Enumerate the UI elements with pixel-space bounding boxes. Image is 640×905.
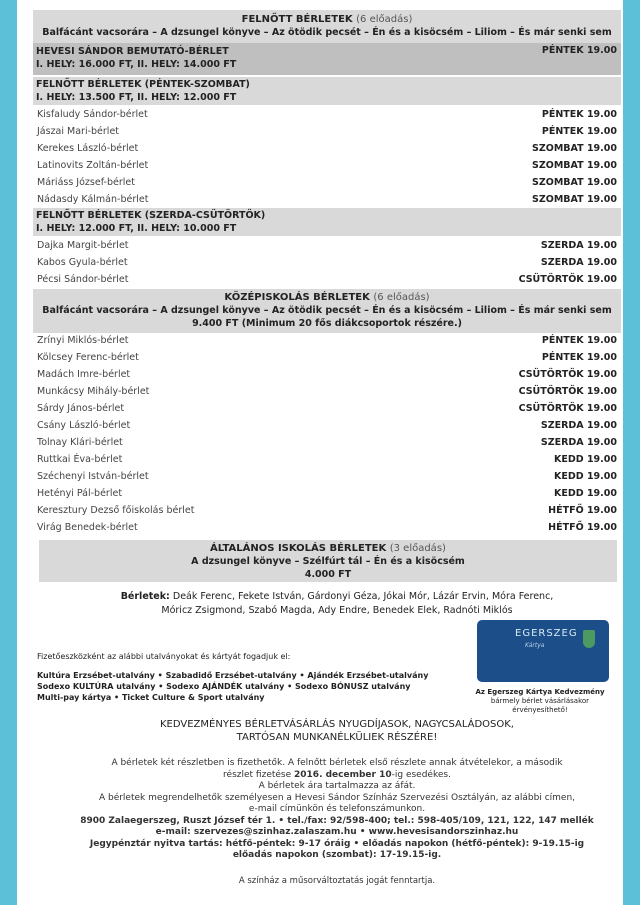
- pass-name: Nádasdy Kálmán-bérlet: [37, 194, 149, 205]
- pass-day: SZOMBAT 19.00: [532, 143, 617, 154]
- list-item: [37, 191, 617, 208]
- pass-name: Latinovits Zoltán-bérlet: [37, 160, 149, 171]
- primary-count: (3 előadás): [389, 543, 446, 554]
- pass-name: Széchenyi István-bérlet: [37, 471, 149, 482]
- info-hours-1: Jegypénztár nyitva tartás: hétfő-péntek: 9-17 óráig • előadás napokon (hétfő-péntek): 9-19.15-ig: [89, 838, 585, 849]
- secondary-price: 9.400 FT (Minimum 20 fős diákcsoportok részére.): [192, 318, 462, 329]
- pass-name: Zrínyi Miklós-bérlet: [37, 335, 129, 346]
- card-sub: Kártya: [525, 642, 545, 649]
- list-item: [37, 434, 617, 451]
- secondary-title-line: [33, 289, 621, 304]
- pass-day: SZOMBAT 19.00: [532, 194, 617, 205]
- list-item: [37, 451, 617, 468]
- list-item: [37, 157, 617, 174]
- pass-day: KEDD 19.00: [554, 471, 617, 482]
- adult-plays: Balfácánt vacsorára – A dzsungel könyve – Az ötödik pecsét – Én és a kisöcsém – Liliom – És már senki sem: [42, 27, 612, 38]
- pass-day: CSÜTÖRTÖK 19.00: [518, 369, 617, 380]
- card-caption-2: bármely bérlet vásárlásakor érvényesíthető!: [490, 697, 590, 714]
- passes-line-1: [57, 590, 617, 604]
- pass-name: Madách Imre-bérlet: [37, 369, 131, 380]
- notice-line-2: TARTÓSAN MUNKANÉLKÜLIEK RÉSZÉRE!: [236, 732, 438, 743]
- discount-notice: [57, 718, 617, 744]
- info-line-2: [57, 770, 617, 782]
- adult-title-line: [33, 10, 621, 26]
- list-item: [37, 332, 617, 349]
- pass-day: HÉTFŐ 19.00: [548, 522, 617, 533]
- list-item: [37, 174, 617, 191]
- primary-title-line: [39, 540, 617, 555]
- secondary-plays: Balfácánt vacsorára – A dzsungel könyve – Az ötödik pecsét – Én és a kisöcsém – Liliom – És már senki sem: [42, 305, 612, 316]
- hevesi-name: HEVESI SÁNDOR BEMUTATÓ-BÉRLET: [36, 46, 229, 57]
- pass-name: Hetényi Pál-bérlet: [37, 488, 123, 499]
- list-item: [37, 468, 617, 485]
- pass-day: PÉNTEK 19.00: [541, 352, 617, 363]
- info-contact[interactable]: e-mail: szervezes@szinhaz.zalaszam.hu • www.hevesisandorszinhaz.hu: [155, 827, 519, 837]
- midweek-title: FELNŐTT BÉRLETEK (SZERDA-CSÜTÖRTÖK): [36, 210, 266, 221]
- passes-names-1: Deák Ferenc, Fekete István, Gárdonyi Géza, Jókai Mór, Lázár Ervin, Móra Ferenc,: [172, 591, 554, 602]
- list-item: [37, 502, 617, 519]
- page-sheet: [17, 0, 623, 905]
- pass-name: Keresztury Dezső főiskolás bérlet: [37, 505, 195, 516]
- list-item: [37, 400, 617, 417]
- hevesi-prices: I. HELY: 16.000 FT, II. HELY: 14.000 FT: [36, 58, 237, 70]
- info-line-1: A bérletek két részletben is fizethetők. A felnőtt bérletek első részlete annak átvételekor, a második: [111, 758, 563, 768]
- notice-line-1: KEDVEZMÉNYES BÉRLETVÁSÁRLÁS NYUGDÍJASOK, NAGYCSALÁDOSOK,: [160, 719, 514, 730]
- egerszeg-card-image: [477, 620, 609, 682]
- list-item: [37, 417, 617, 434]
- info-line-2c: -ig esedékes.: [391, 769, 451, 780]
- weekend-title: FELNŐTT BÉRLETEK (PÉNTEK-SZOMBAT): [36, 79, 250, 90]
- pass-day: CSÜTÖRTÖK 19.00: [518, 386, 617, 397]
- card-caption-1: Az Egerszeg Kártya Kedvezmény: [475, 688, 605, 696]
- list-item: [37, 140, 617, 157]
- pass-name: Jászai Mari-bérlet: [37, 126, 120, 137]
- pass-name: Pécsi Sándor-bérlet: [37, 274, 129, 285]
- card-brand: EGERSZEG: [515, 628, 578, 639]
- pass-day: SZOMBAT 19.00: [532, 160, 617, 171]
- list-item: [37, 254, 617, 271]
- list-item: [37, 237, 617, 254]
- primary-title: ÁLTALÁNOS ISKOLÁS BÉRLETEK: [210, 543, 387, 554]
- primary-plays: A dzsungel könyve – Szélfúrt tál – Én és a kisöcsém: [191, 556, 465, 567]
- pass-name: Ruttkai Éva-bérlet: [37, 454, 123, 465]
- info-block: [57, 758, 617, 862]
- pass-day: SZERDA 19.00: [540, 437, 617, 448]
- hevesi-header: [33, 43, 621, 75]
- pass-day: PÉNTEK 19.00: [541, 335, 617, 346]
- list-item: [37, 366, 617, 383]
- pass-name: Dajka Margit-bérlet: [37, 240, 129, 251]
- pass-day: CSÜTÖRTÖK 19.00: [518, 403, 617, 414]
- primary-header: [39, 540, 617, 582]
- payment-intro: Fizetőeszközként az alábbi utalványokat és kártyát fogadjuk el:: [37, 652, 291, 661]
- pass-day: HÉTFŐ 19.00: [548, 505, 617, 516]
- secondary-count: (6 előadás): [373, 292, 430, 303]
- pass-day: CSÜTÖRTÖK 19.00: [518, 274, 617, 285]
- pass-name: Munkácsy Mihály-bérlet: [37, 386, 150, 397]
- pass-day: SZERDA 19.00: [540, 240, 617, 251]
- info-disclaimer: A színház a műsorváltoztatás jogát fenntartja.: [238, 876, 436, 886]
- info-line-4: A bérletek megrendelhetők személyesen a Hevesi Sándor Színház Szervezési Osztályán, az alábbi címen,: [98, 792, 576, 803]
- pass-day: PÉNTEK 19.00: [541, 126, 617, 137]
- pass-day: SZOMBAT 19.00: [532, 177, 617, 188]
- list-item: [37, 106, 617, 123]
- weekend-header: [33, 77, 621, 105]
- list-item: [37, 485, 617, 502]
- pass-name: Sárdy János-bérlet: [37, 403, 125, 414]
- card-caption: [465, 688, 615, 715]
- pass-name: Máriáss József-bérlet: [37, 177, 135, 188]
- info-line-5: e-mail címünkön és telefonszámunkon.: [248, 804, 426, 814]
- pass-day: PÉNTEK 19.00: [541, 109, 617, 120]
- info-line-2a: részlet fizetése: [223, 769, 295, 780]
- pass-day: SZERDA 19.00: [540, 257, 617, 268]
- secondary-header: [33, 289, 621, 333]
- passes-label: Bérletek:: [120, 591, 170, 602]
- passes-names-2: Móricz Zsigmond, Szabó Magda, Ady Endre, Benedek Elek, Radnóti Miklós: [161, 605, 513, 616]
- adult-section-header: [33, 10, 621, 43]
- list-item: [37, 349, 617, 366]
- pass-day: KEDD 19.00: [554, 454, 617, 465]
- secondary-title: KÖZÉPISKOLÁS BÉRLETEK: [224, 292, 370, 303]
- info-line-3: A bérletek ára tartalmazza az áfát.: [258, 781, 416, 791]
- adult-count: (6 előadás): [356, 14, 413, 25]
- list-item: [37, 271, 617, 288]
- pass-name: Kerekes László-bérlet: [37, 143, 139, 154]
- pass-name: Kabos Gyula-bérlet: [37, 257, 128, 268]
- list-item: [37, 383, 617, 400]
- payment-line-1: Kultúra Erzsébet-utalvány • Szabadidő Erzsébet-utalvány • Ajándék Erzsébet-utalvány: [37, 671, 429, 680]
- passes-list: [57, 590, 617, 618]
- midweek-prices: I. HELY: 12.000 FT, II. HELY: 10.000 FT: [36, 222, 237, 234]
- pass-name: Tolnay Klári-bérlet: [37, 437, 123, 448]
- weekend-prices: I. HELY: 13.500 FT, II. HELY: 12.000 FT: [36, 91, 237, 103]
- adult-title: FELNŐTT BÉRLETEK: [241, 14, 353, 25]
- pass-day: KEDD 19.00: [554, 488, 617, 499]
- info-hours-2: előadás napokon (szombat): 17-19.15-ig.: [232, 850, 442, 860]
- pass-name: Kisfaludy Sándor-bérlet: [37, 109, 148, 120]
- pass-name: Csány László-bérlet: [37, 420, 131, 431]
- list-item: [37, 123, 617, 140]
- list-item: [37, 519, 617, 536]
- hevesi-day: PÉNTEK 19.00: [541, 45, 617, 56]
- pass-name: Virág Benedek-bérlet: [37, 522, 138, 533]
- midweek-header: [33, 208, 621, 236]
- crest-icon: [583, 630, 595, 648]
- info-address: 8900 Zalaegerszeg, Ruszt József tér 1. • tel./fax: 92/598-400; tel.: 598-405/109, 121, 122, 147 mellék: [80, 815, 594, 826]
- pass-name: Kölcsey Ferenc-bérlet: [37, 352, 139, 363]
- pass-day: SZERDA 19.00: [540, 420, 617, 431]
- payment-line-2: Sodexo KULTÚRA utalvány • Sodexo AJÁNDÉK utalvány • Sodexo BÓNUSZ utalvány: [37, 682, 411, 691]
- payment-line-3: Multi-pay kártya • Ticket Culture & Sport utalvány: [37, 693, 265, 702]
- primary-price: 4.000 FT: [304, 569, 352, 580]
- info-date: 2016. december 10: [294, 769, 392, 780]
